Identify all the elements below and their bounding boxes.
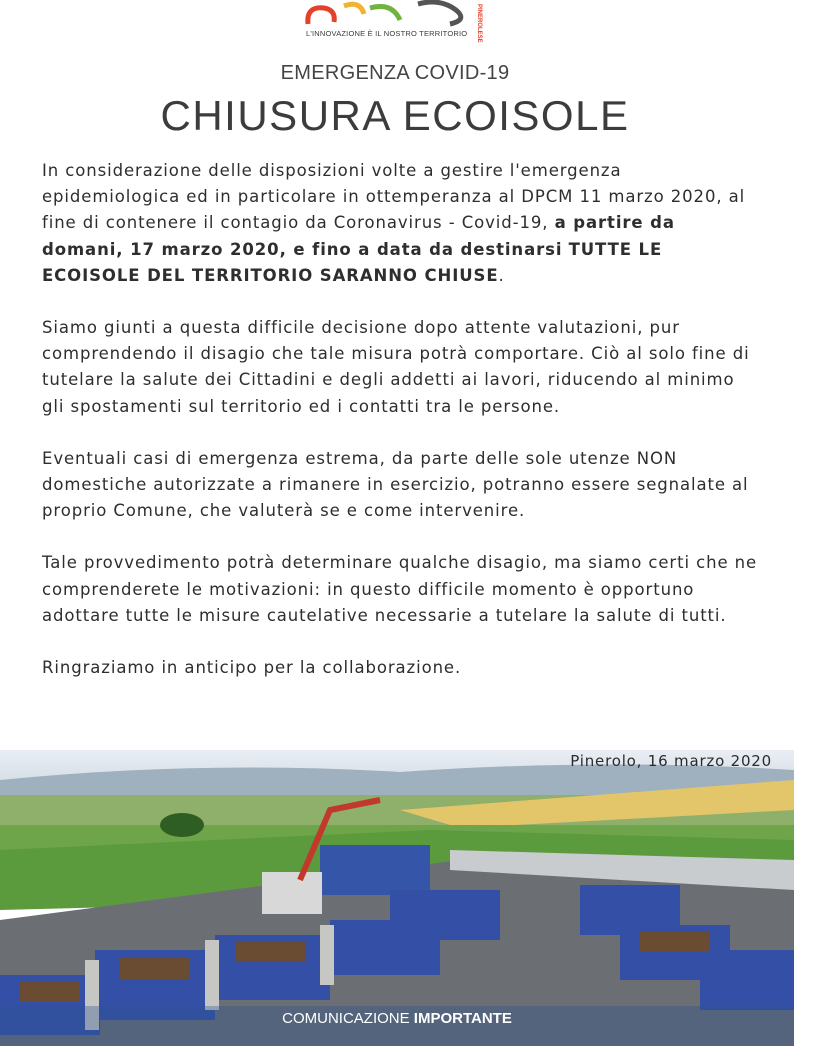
banner-bold-text: IMPORTANTE [413,1010,512,1027]
paragraph-2: Siamo giunti a questa difficile decisione dopo attente valutazioni, pur comprendendo il disagio che tale misura potrà comportare. Ciò al solo fine di tutelare la salute dei Cittadini e degli addetti ai lavori, riducendo al minimo gli spostamenti sul territorio ed i contatti tra le persone. [42,318,750,416]
place-date: Pinerolo, 16 marzo 2020 [570,752,772,770]
document-body [42,158,762,707]
ecoisola-photo [0,750,794,1046]
paragraph-1 [42,158,762,289]
paragraph-3: Eventuali casi di emergenza estrema, da parte delle sole utenze NON domestiche autorizzate a rimanere in esercizio, potranno essere segnalate al proprio Comune, che valuterà se e come intervenire. [42,448,749,521]
document-subtitle: EMERGENZA COVID-19 [280,62,510,84]
paragraph-1-bold-dates: a partire da domani, 17 marzo 2020, e fino a data da destinarsi [42,213,675,259]
paragraph-1-end: . [498,265,505,285]
paragraph-1-text: In considerazione delle disposizioni volte a gestire l'emergenza epidemiologica ed in particolare in ottemperanza al DPCM 11 marzo 2020, al fine di contenere il contagio da Coronavirus - Covid-19, [42,161,746,233]
logo-tagline: L'INNOVAZIONE È IL NOSTRO TERRITORIO [306,29,468,38]
paragraph-5: Ringraziamo in anticipo per la collaborazione. [42,658,462,678]
document-title: CHIUSURA ECOISOLE [160,92,630,139]
important-communication-banner [0,1010,794,1027]
paragraph-4: Tale provvedimento potrà determinare qualche disagio, ma siamo certi che ne comprenderete le motivazioni: in questo difficile momento è opportuno adottare tutte le misure cautelative necessarie a tutelare la salute di tutti. [42,553,758,625]
banner-regular-text: COMUNICAZIONE [282,1010,414,1027]
logo-side-tag: PINEROLESE [476,4,482,43]
paragraph-1-bold-closure: TUTTE LE ECOISOLE DEL TERRITORIO SARANNO CHIUSE [42,239,663,285]
